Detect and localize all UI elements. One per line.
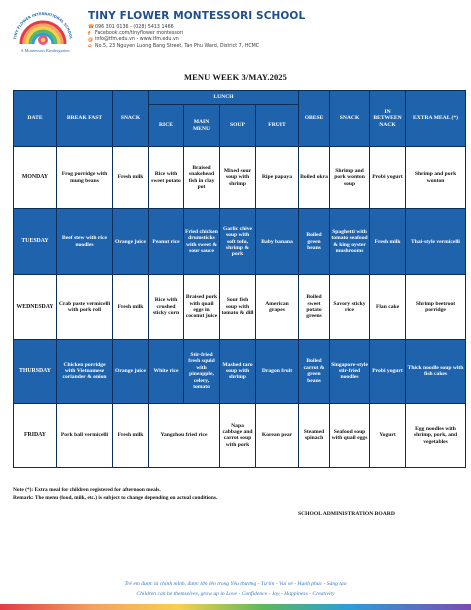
slogan-vietnamese: Trẻ em được là chính mình, được lớn lên trong Yêu thương - Tự tin - Vui vẻ - Hạnh phúc - Sáng tạo (124, 581, 347, 587)
day-cell: TUESDAY (14, 209, 57, 275)
contact-text[interactable]: Facebook.com/tinyflower montessori (95, 31, 184, 37)
logo-arc-text: TINY FLOWER INTERNATIONAL SCHOOL (13, 11, 73, 40)
rice-cell: Rice with sweet potato (149, 147, 184, 209)
extra-meal-cell: Thai-style vermicelli (406, 209, 466, 275)
table-row (14, 275, 466, 339)
day-cell: MONDAY (14, 147, 57, 209)
table-row (14, 403, 466, 467)
snack-cell: Orange juice (113, 209, 149, 275)
col-snack: SNACK (113, 91, 149, 147)
in-between-cell: Flan cake (370, 275, 406, 339)
snack-cell: Fresh milk (113, 403, 149, 467)
contact-text: 096 301 0136 - (028) 5413 1466 (95, 24, 174, 30)
in-between-cell: Probi yogurt (370, 147, 406, 209)
main-menu-cell: Stir-fried fresh squid with pineapple, celery, tomato (184, 339, 220, 403)
main-menu-cell: Braised pork with quail eggs in coconut juice (184, 275, 220, 339)
breakfast-cell: Crab paste vermicelli with pork roll (57, 275, 113, 339)
snack2-cell: Savory sticky rice (330, 275, 370, 339)
table-row (14, 339, 466, 403)
obese-cell: Steamed spinach (299, 403, 330, 467)
logo-caption: A Montessori Kindergarten (20, 48, 70, 53)
fruit-cell: Dragon fruit (256, 339, 299, 403)
main-menu-cell: Braised snakehead fish in clay pot (184, 147, 220, 209)
snack2-cell: Seafood soup with quail eggs (330, 403, 370, 467)
col-obese: OBESE (299, 91, 330, 147)
col-lunch: LUNCH (149, 91, 299, 105)
note-extra-meal: Note (*): Extra meal for children registered for afternoon meals. (13, 487, 161, 493)
breakfast-cell: Chicken porridge with Vietnamese coriander & onion (57, 339, 113, 403)
note-remark: Remark: The menu (food, milk, etc.) is subject to change depending on actual conditions. (13, 495, 218, 501)
fruit-cell: Baby banana (256, 209, 299, 275)
day-cell: THURSDAY (14, 339, 57, 403)
soup-cell: Mixed sour soup with shrimp (220, 147, 256, 209)
contact-text: No.5, 23 Nguyen Luong Bang Street, Tan Phu Ward, District 7, HCMC (95, 43, 260, 49)
day-cell: WEDNESDAY (14, 275, 57, 339)
school-name: TINY FLOWER MONTESSORI SCHOOL (88, 10, 306, 22)
snack2-cell: Shrimp and pork wonton soup (330, 147, 370, 209)
facebook-icon: f (88, 30, 91, 37)
soup-cell: Napa cabbage and carrot soup with pork (220, 403, 256, 467)
day-cell: FRIDAY (14, 403, 57, 467)
table-row (14, 209, 466, 275)
breakfast-cell: Frog porridge with mung beans (57, 147, 113, 209)
rainbow-logo-icon (8, 6, 78, 48)
fruit-cell: American grapes (256, 275, 299, 339)
table-header-row (14, 91, 466, 105)
location-icon: ⌂ (88, 43, 92, 50)
contact-address (88, 43, 259, 49)
snack-cell: Fresh milk (113, 147, 149, 209)
fruit-cell: Korean pear (256, 403, 299, 467)
rice-cell: White rice (149, 339, 184, 403)
col-fruit: FRUIT (256, 105, 299, 147)
fruit-cell: Ripe papaya (256, 147, 299, 209)
col-in-between: IN BETWEEN NACK (370, 91, 406, 147)
school-logo (8, 6, 78, 52)
snack-cell: Orange juice (113, 339, 149, 403)
col-main-menu: MAIN MENU (184, 105, 220, 147)
rainbow-footer-bar (0, 604, 471, 610)
in-between-cell: Probi yogurt (370, 339, 406, 403)
rice-cell: Rice with crushed sticky corn (149, 275, 184, 339)
rice-cell: Yangzhou fried rice (149, 403, 220, 467)
col-date: DATE (14, 91, 57, 147)
obese-cell: Boiled okra (299, 147, 330, 209)
extra-meal-cell: Egg noodles with shrimp, pork, and vegetables (406, 403, 466, 467)
extra-meal-cell: Shrimp and pork wonton (406, 147, 466, 209)
col-extra-meal: EXTRA MEAL (*) (406, 91, 466, 147)
col-soup: SOUP (220, 105, 256, 147)
table-row (14, 147, 466, 209)
soup-cell: Sour fish soup with tomato & dill (220, 275, 256, 339)
contact-text[interactable]: info@tfm.edu.vn - www.tfm.edu.vn (95, 37, 179, 43)
slogan-english: Children can be themselves, grow up in Love - Confidence - Joy - Happiness - Creativity (136, 591, 335, 597)
snack2-cell: Spaghetti with tomato seafood & king oyster mushrooms (330, 209, 370, 275)
obese-cell: Boiled sweet potato greens (299, 275, 330, 339)
notes-block (13, 486, 463, 502)
contact-list (88, 24, 259, 50)
rice-cell: Peanut rice (149, 209, 184, 275)
snack2-cell: Singapore-style stir-fried noodles (330, 339, 370, 403)
soup-cell: Garlic chive soup with soft tofu, shrimp & pork (220, 209, 256, 275)
extra-meal-cell: Shrimp beetroot porridge (406, 275, 466, 339)
signature-board: SCHOOL ADMINISTRATION BOARD (298, 511, 395, 517)
school-header (6, 4, 466, 56)
snack-cell: Fresh milk (113, 275, 149, 339)
col-snack2: SNACK (330, 91, 370, 147)
breakfast-cell: Pork ball vermicelli (57, 403, 113, 467)
obese-cell: Boiled green beans (299, 209, 330, 275)
breakfast-cell: Beef stew with rice noodles (57, 209, 113, 275)
in-between-cell: Yogurt (370, 403, 406, 467)
menu-title: MENU WEEK 3/MAY.2025 (184, 72, 287, 82)
email-web-icon: @ (88, 36, 93, 43)
main-menu-cell: Fried chicken drumsticks with sweet & sour sauce (184, 209, 220, 275)
extra-meal-cell: Thick noodle soup with fish cakes (406, 339, 466, 403)
obese-cell: Boiled carrot & green beans (299, 339, 330, 403)
phone-icon: ☎ (88, 24, 95, 31)
soup-cell: Mashed taro soup with shrimp (220, 339, 256, 403)
in-between-cell: Fresh milk (370, 209, 406, 275)
col-breakfast: BREAK FAST (57, 91, 113, 147)
col-rice: RICE (149, 105, 184, 147)
menu-table (13, 90, 466, 468)
